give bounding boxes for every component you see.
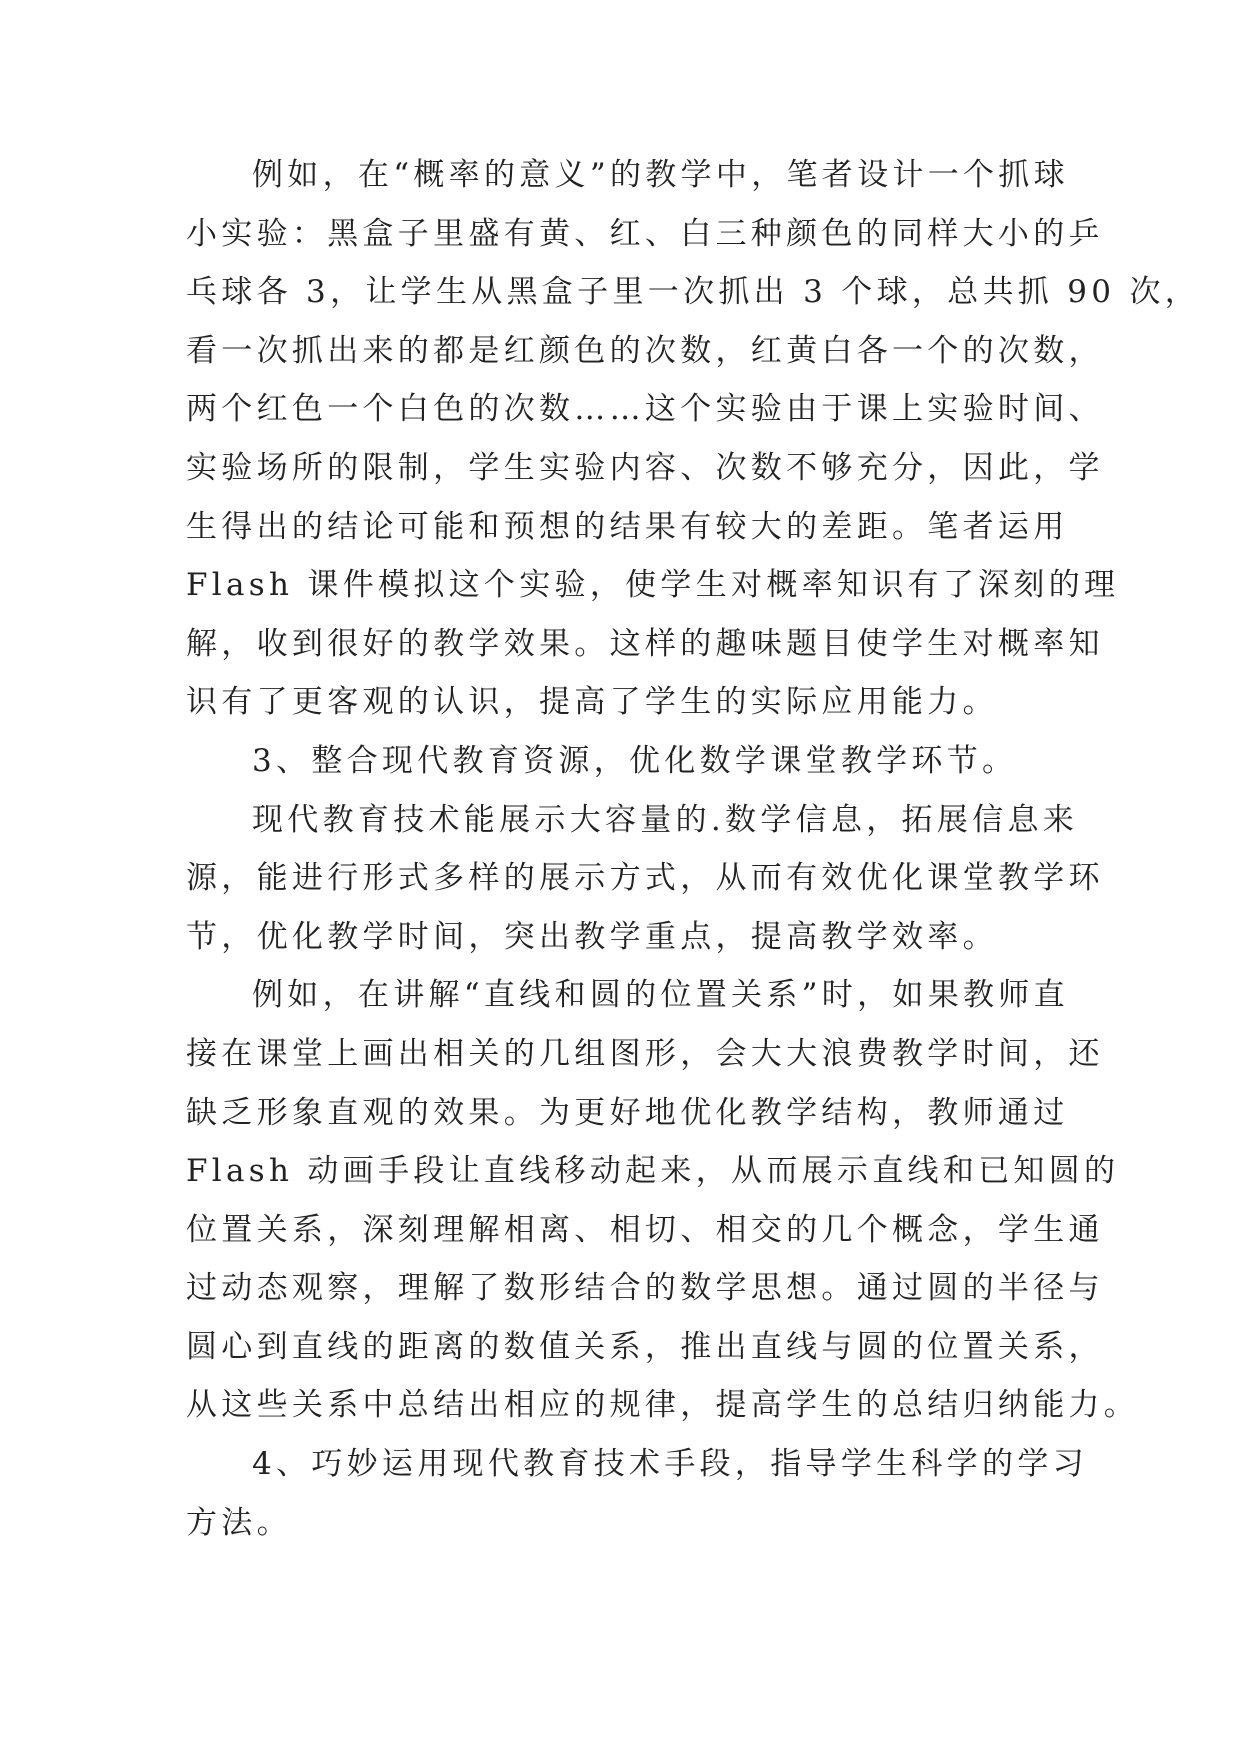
- text-line: 例如，在“概率的意义”的教学中，笔者设计一个抓球: [252, 157, 1069, 193]
- text-line: 解，收到很好的教学效果。这样的趣味题目使学生对概率知: [186, 625, 1104, 662]
- section-heading: 4、巧妙运用现代教育技术手段，指导学生科学的学习: [252, 1446, 1088, 1483]
- document-body: [186, 157, 1201, 1564]
- text-line: 乓球各 3，让学生从黑盒子里一次抓出 3 个球，总共抓 90 次，: [186, 274, 1201, 311]
- text-line: 缺乏形象直观的效果。为更好地优化教学结构，教师通过: [186, 1094, 1069, 1131]
- text-line: 看一次抓出来的都是红颜色的次数，红黄白各一个的次数，: [186, 332, 1104, 369]
- text-line: 源，能进行形式多样的展示方式，从而有效优化课堂教学环: [186, 860, 1104, 897]
- text-line: 过动态观察，理解了数形结合的数学思想。通过圆的半径与: [186, 1270, 1104, 1307]
- text-line: Flash 动画手段让直线移动起来，从而展示直线和已知圆的: [186, 1153, 1120, 1190]
- section-heading: 3、整合现代教育资源，优化数学课堂教学环节。: [252, 742, 1018, 779]
- text-line: Flash 课件模拟这个实验，使学生对概率知识有了深刻的理: [186, 567, 1120, 604]
- text-line: 生得出的结论可能和预想的结果有较大的差距。笔者运用: [186, 508, 1069, 545]
- text-line: 节，优化教学时间，突出教学重点，提高教学效率。: [186, 918, 998, 955]
- text-line: 方法。: [186, 1504, 292, 1541]
- text-line: 识有了更客观的认识，提高了学生的实际应用能力。: [186, 684, 998, 721]
- text-line: 例如，在讲解“直线和圆的位置关系”时，如果教师直: [252, 977, 1069, 1014]
- text-line: 两个红色一个白色的次数……这个实验由于课上实验时间、: [186, 391, 1104, 428]
- text-line: 小实验：黑盒子里盛有黄、红、白三种颜色的同样大小的乒: [186, 215, 1104, 252]
- text-line: 现代教育技术能展示大容量的.数学信息，拓展信息来: [252, 801, 1079, 838]
- text-line: 圆心到直线的距离的数值关系，推出直线与圆的位置关系，: [186, 1328, 1104, 1365]
- text-line: 从这些关系中总结出相应的规律，提高学生的总结归纳能力。: [186, 1387, 1140, 1424]
- text-line: 实验场所的限制，学生实验内容、次数不够充分，因此，学: [186, 449, 1104, 486]
- text-line: 接在课堂上画出相关的几组图形，会大大浪费教学时间，还: [186, 1035, 1104, 1072]
- text-line: 位置关系，深刻理解相离、相切、相交的几个概念，学生通: [186, 1211, 1104, 1248]
